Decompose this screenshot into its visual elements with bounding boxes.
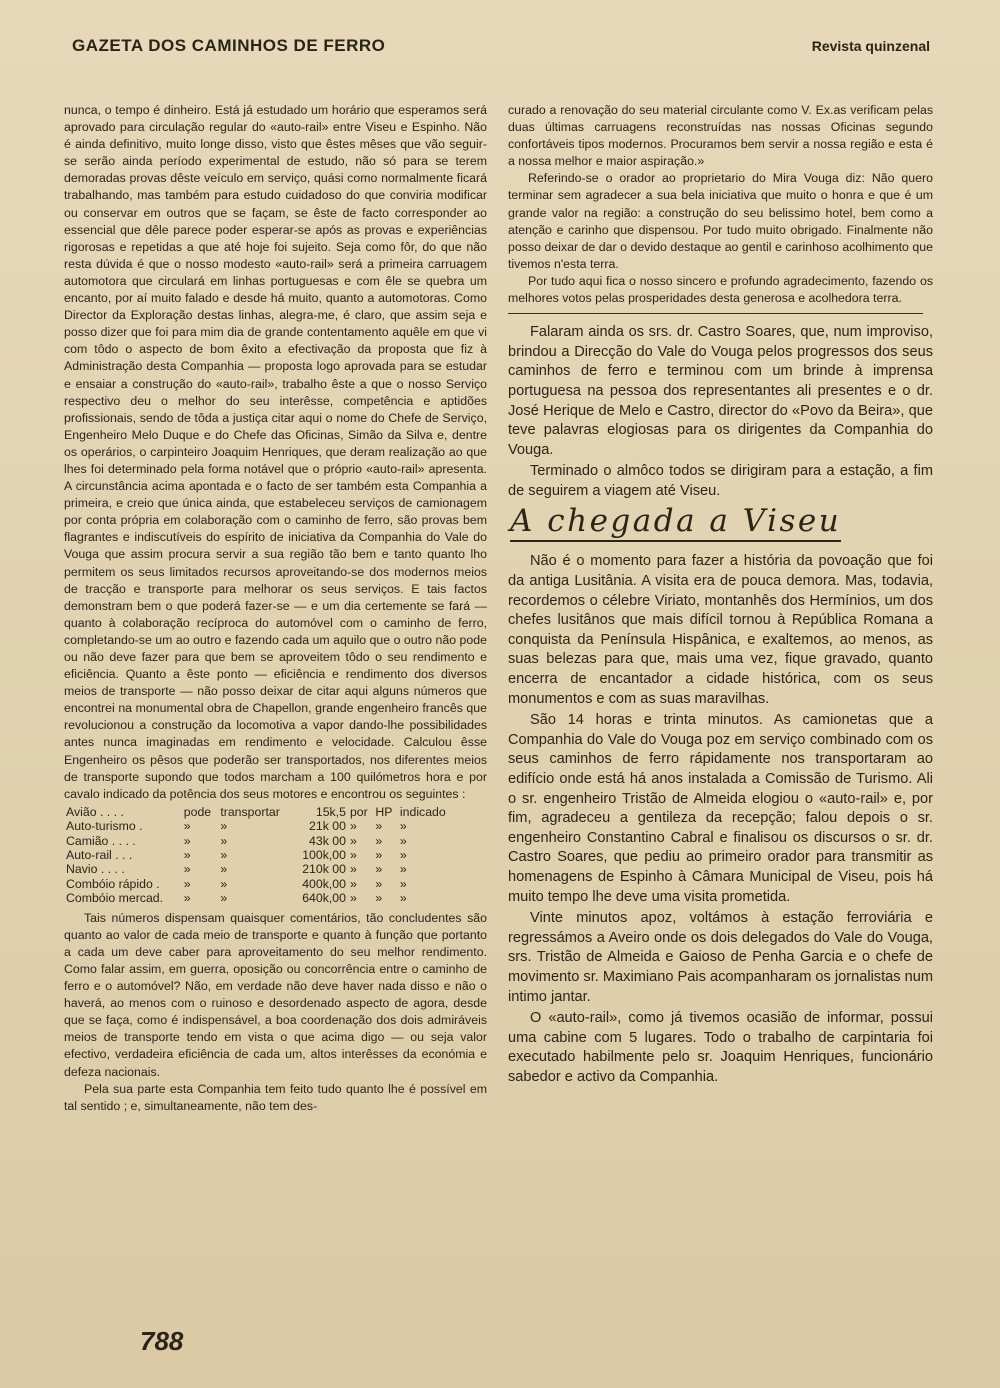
table-cell-c: »: [349, 819, 357, 834]
table-cell-d: »: [375, 862, 383, 877]
table-cell-e: »: [399, 833, 407, 848]
section-divider: [508, 313, 923, 314]
article-paragraph: Referindo-se o orador ao proprietario do Mira Vouga diz: Não quero terminar sem agradecer a sua bela iniciativa que muito o honra e que é um grande valor na região: a construção do seu belissimo hotel, bem como a atenção e carinho que dispensou. Por tudo muito obrigado. Finalmente não posso deixar de dar o devido destaque ao gentil e carinhoso acolhimento que tivemos n'esta terra.: [508, 171, 933, 271]
table-cell-d: HP: [375, 804, 393, 819]
table-cell-value: 43k 00: [309, 833, 346, 848]
table-cell-c: por: [349, 804, 368, 819]
article-paragraph: Falaram ainda os srs. dr. Castro Soares, que, num improviso, brindou a Direcção do Vale do Vouga pelos progressos dos seus caminhos de ferro e terminou com um brinde à imprensa portuguesa na pessoa dos representantes ali presentes e o dr. José Herique de Melo e Castro, director do «Povo da Beira», que teve palavras elogiosas para os dirigentes da Companhia do Vouga.: [508, 324, 933, 458]
article-paragraph: nunca, o tempo é dinheiro. Está já estudado um horário que esperamos será aprovado para circulação regular do «auto-rail» entre Viseu e Espinho. Não é ainda definitivo, muito longe disso, visto que êstes mêses que vão seguir-se serão ainda período experimental de estudo, não só para se terem demoradas provas dêste veículo em serviço, quási como normalmente ficará trabalhando, mas também para estudo cuidadoso do que conviria modificar ou conservar em outros que se façam, se êste de facto corresponder ao essencial que dêle parece poder esperar-se após as provas e experiências rigorosas e repetidas a que até hoje foi sujeito. Seja como fôr, do que não resta dúvida é que o nosso modesto «auto-rail» será a primeira carruagem automotora que circulará em linhas portuguesas e com êle se quebra um encanto, por aí muito falado e desde há muito, quanto a automotoras. Como Director da Exploração destas linhas, alegra-me, é claro, que assim seja e posso dizer que foi para mim dia de grande contentamento aquêle em que vi com tôdo o aspecto de bom êxito a efectivação da proposta que fiz à Administração desta Companhia — proposta logo aprovada para se estudar e ensaiar a construção do «auto-rail», trabalho êste a que o nosso Serviço respectivo deu o melhor do seu interêsse, competência e aptidões profissionais, sendo de tôda a justiça citar aqui o nome do Chefe de Serviço, Engenheiro Melo Duque e do Chefe das Oficinas, Simão da Silva e, dentre os operários, o carpinteiro Joaquim Henriques, que deram realização ao que lhes foi determinado pela forma notável que o próprio «auto-rail» apresenta. A circunstância acima apontada e o facto de ser também esta Companhia a primeira, e creio que única ainda, que estabeleceu serviços de camionagem por conta própria em colaboração com o caminho de ferro, são provas bem flagrantes e indiscutíveis do espírito de iniciativa da Companhia do Vale do Vouga que assim procura servir a sua região tão bem e tanto quanto lho permitem os seus limitados recursos aproveitando-se dos modernos meios de tracção e transporte para melhorar os seus serviços. E tais factos demonstram bem o que poderá fazer-se — e um dia certemente se fará — quanto à colaboração recíproca do automóvel com o caminho de ferro, completando-se um ao outro e fazendo cada um aquilo que o outro não pode ou não deve fazer para que bem se aproveitem tôdo o seu rendimento e eficiência. Quanto a êste ponto — eficiência e rendimento dos diversos meios de transporte — não posso deixar de citar aqui alguns números que encontrei na monumental obra de Chapellon, grande engenheiro francês que revolucionou a construção da locomotiva a vapor dando-lhe possibilidades antes nunca imaginadas em rendimento e velocidade. Calculou êsse Engenheiro os pêsos que poderão ser transportados, nos diferentes meios de transporte supondo que todos marcham a 100 quilómetros hora e por cavalo indicado da potência dos seus motores e encontrou os seguintes :: [64, 103, 487, 801]
table-cell-mode: Camião . . . .: [66, 833, 136, 848]
table-cell-c: »: [349, 848, 357, 863]
section-body: [508, 552, 933, 1087]
table-cell-mode: Avião . . . .: [66, 804, 124, 819]
table-cell-mode: Auto-rail . . .: [66, 848, 133, 863]
left-column: [64, 102, 487, 1115]
table-cell-mode: Combóio mercad.: [66, 891, 164, 906]
table-row: [64, 848, 456, 862]
table-row: [64, 891, 456, 905]
article-paragraph: Pela sua parte esta Companhia tem feito tudo quanto lhe é possível em tal sentido ; e, simultaneamente, não tem des-: [64, 1081, 487, 1113]
page-header: [72, 36, 930, 56]
table-cell-value: 400k,00: [302, 876, 346, 891]
table-cell-e: »: [399, 891, 407, 906]
table-row: [64, 819, 456, 833]
table-cell-a: »: [183, 819, 191, 834]
table-cell-d: »: [375, 833, 383, 848]
table-cell-d: »: [375, 848, 383, 863]
article-paragraph: curado a renovação do seu material circulante como V. Ex.as verificam pelas duas últimas carruagens reconstruídas nas nossas Oficinas segundo confortáveis tipos modernos. Procuramos bem servir a nossa região e esta é a nossa melhor e maior aspiração.»: [508, 103, 933, 169]
table-cell-c: »: [349, 876, 357, 891]
table-cell-mode: Navio . . . .: [66, 862, 125, 877]
table-cell-value: 15k,5: [315, 804, 346, 819]
transport-efficiency-table: [64, 805, 456, 906]
table-cell-mode: Combóio rápido .: [66, 876, 160, 891]
publication-title: GAZETA DOS CAMINHOS DE FERRO: [72, 36, 386, 55]
report-body: [508, 323, 933, 501]
table-cell-b: »: [220, 833, 228, 848]
table-cell-b: »: [220, 848, 228, 863]
article-paragraph: Não é o momento para fazer a história da povoação que foi da antiga Lusitânia. A visita era de pouca demora. Mas, todavia, recordemos o célebre Viriato, montanhês dos Hermínios, um dos chefes lusitânos que mais difícil tornou à República Romana a conquista da Península Hispânica, e exaltemos, ao menos, as suas belezas para que, mais uma vez, fique gravado, quanto encerra de encantador a cidade histórica, com os seus monumentos e com as suas maravilhas.: [508, 553, 933, 707]
table-cell-e: »: [399, 862, 407, 877]
article-paragraph: Terminado o almôco todos se dirigiram para a estação, a fim de seguirem a viagem até Viseu.: [508, 463, 933, 499]
article-paragraph: Tais números dispensam quaisquer comentários, tão concludentes são quanto ao valor de cada meio de transporte e quanto à função que portanto a cada um deve caber para aproveitamento do seu melhor rendimento. Como falar assim, em guerra, oposição ou concorrência entre o caminho de ferro e o automóvel? Não, em verdade não deve haver nada disso e não o haverá, ao menos com o ruinoso e desordenado aspecto de agora, desde que se faça, como é indispensável, a boa coordenação dos dois admiráveis meios de transporte tendo em vista o que acima digo — ou seja valor efectivo, verdadeira eficiência de cada um, altos interêsses da económia e defeza nacionais.: [64, 910, 487, 1079]
table-row: [64, 834, 456, 848]
table-cell-b: transportar: [220, 804, 280, 819]
table-cell-e: »: [399, 876, 407, 891]
publication-type: Revista quinzenal: [811, 38, 930, 54]
table-cell-c: »: [349, 862, 357, 877]
article-paragraph: Por tudo aqui fica o nosso sincero e profundo agradecimento, fazendo os melhores votos pelas prosperidades desta generosa e acolhedora terra.: [508, 273, 933, 306]
table-cell-b: »: [220, 819, 228, 834]
table-row: [64, 877, 456, 891]
article-paragraph: O «auto-rail», como já tivemos ocasião de informar, possui uma cabine com 5 lugares. Todo o trabalho de carpintaria foi executado habilmente pelo sr. Joaquim Henriques, funcionário sabedor e activo da Companhia.: [508, 1010, 933, 1085]
table-cell-a: »: [183, 891, 191, 906]
table-cell-value: 21k 00: [309, 819, 346, 834]
table-cell-a: »: [183, 862, 191, 877]
table-cell-a: »: [183, 848, 191, 863]
table-cell-b: »: [220, 891, 228, 906]
table-cell-b: »: [220, 876, 228, 891]
table-cell-e: »: [399, 848, 407, 863]
speech-continuation: [508, 102, 933, 307]
table-cell-value: 100k,00: [302, 848, 346, 863]
table-cell-a: »: [183, 833, 191, 848]
table-cell-mode: Auto-turismo .: [66, 819, 143, 834]
table-cell-e: »: [399, 819, 407, 834]
table-cell-b: »: [220, 862, 228, 877]
table-cell-d: »: [375, 876, 383, 891]
section-heading: A chegada a Viseu: [510, 503, 841, 542]
table-cell-c: »: [349, 833, 357, 848]
table-row: [64, 862, 456, 876]
article-paragraph: Vinte minutos apoz, voltámos à estação ferroviária e regressámos a Aveiro onde os dois delegados do Vale do Vouga, srs. Tristão de Almeida e Gaioso de Penha Garcia e o chefe de movimento sr. Maximiano Pais acompanharam os jornalistas num intimo jantar.: [508, 910, 934, 1005]
table-cell-a: »: [183, 876, 191, 891]
table-cell-e: indicado: [399, 804, 446, 819]
table-cell-d: »: [375, 891, 383, 906]
table-cell-d: »: [375, 819, 383, 834]
table-cell-a: pode: [183, 804, 212, 819]
table-row: [64, 805, 456, 819]
article-paragraph: São 14 horas e trinta minutos. As camionetas que a Companhia do Vale do Vouga poz em serviço combinado com os seus caminhos de ferro rápidamente nos transportaram ao edifício onde está há anos instalada a Comissão de Turismo. Ali o sr. engenheiro Tristão de Almeida elogiou o «auto-rail» e, por fim, agradeceu a gentileza da recepção; falou depois o sr. engenheiro Constantino Cabral e finalisou os discursos o sr. dr. Castro Soares, que pediu ao primeiro orador para transmitir as homenagens de Espinho à Câmara Municipal de Viseu, pois há muito tempo lhe deve uma visita prometida.: [508, 712, 933, 905]
table-cell-value: 210k 00: [302, 862, 346, 877]
right-column: [508, 102, 933, 1088]
table-cell-c: »: [349, 891, 357, 906]
table-cell-value: 640k,00: [302, 891, 346, 906]
page-number: 788: [140, 1326, 184, 1356]
